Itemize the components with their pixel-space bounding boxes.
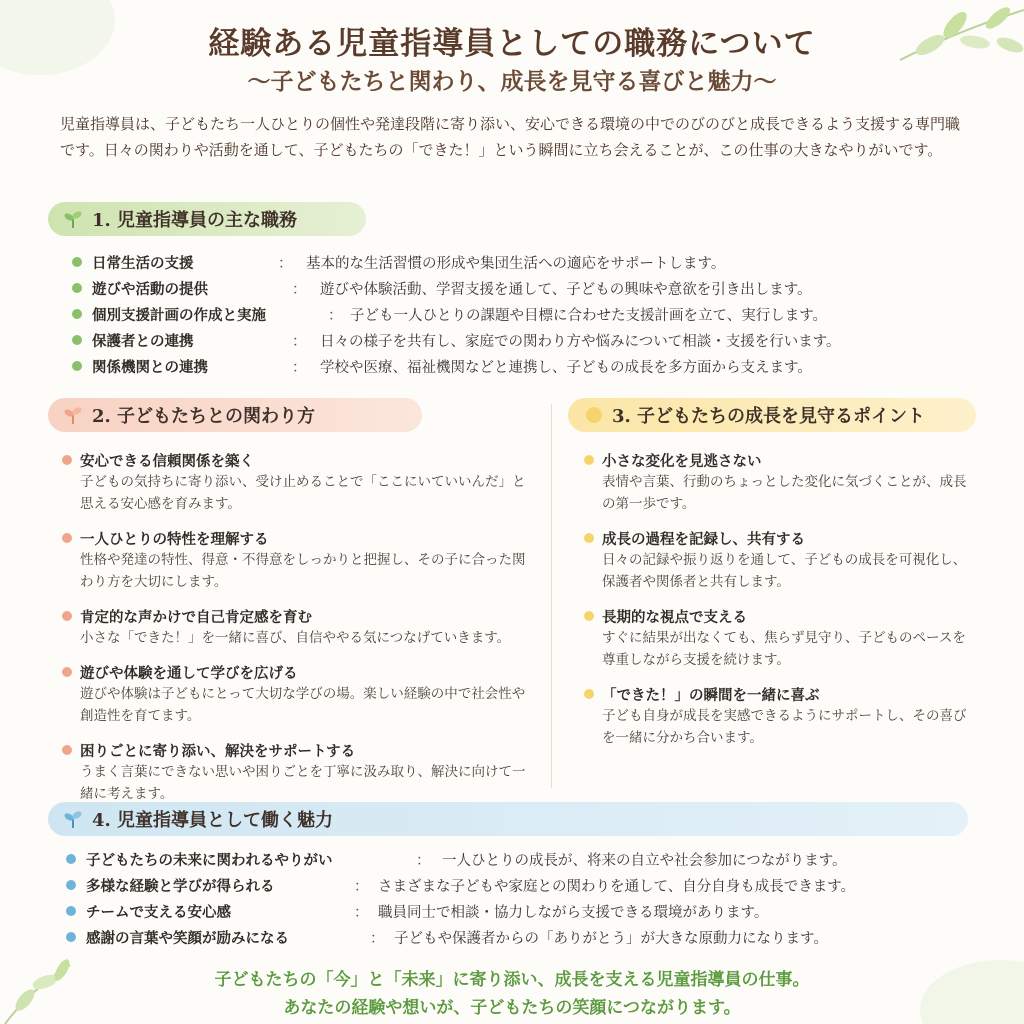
list-item: 遊びや活動の提供 ： 遊びや体験活動、学習支援を通して、子どもの興味や意欲を引き出します。 bbox=[72, 275, 972, 301]
bullet-icon bbox=[584, 611, 594, 621]
growth-points-list bbox=[584, 449, 974, 761]
page-subtitle: 〜子どもたちと関わり、成長を見守る喜びと魅力〜 bbox=[247, 68, 777, 95]
section-2-title: 2. 子どもたちとの関わり方 bbox=[92, 406, 316, 427]
list-item: 成長の過程を記録し、共有する 日々の記録や振り返りを通して、子どもの成長を可視化し、保護者や関係者と共有します。 bbox=[584, 527, 974, 593]
circle-icon bbox=[586, 407, 602, 423]
list-item: 一人ひとりの特性を理解する 性格や発達の特性、得意・不得意をしっかりと把握し、その子に合った関わり方を大切にします。 bbox=[62, 527, 532, 593]
section-4-title: 4. 児童指導員として働く魅力 bbox=[92, 810, 334, 831]
bullet-icon bbox=[72, 335, 82, 345]
section-1-title: 1. 児童指導員の主な職務 bbox=[92, 210, 298, 231]
bullet-icon bbox=[66, 906, 76, 916]
section-2-heading bbox=[48, 398, 422, 432]
list-item: 多様な経験と学びが得られる ： さまざまな子どもや家庭との関わりを通して、自分自身も成長できます。 bbox=[66, 872, 986, 898]
sprout-icon bbox=[62, 208, 84, 230]
sprout-icon bbox=[62, 404, 84, 426]
bullet-icon bbox=[72, 283, 82, 293]
bullet-icon bbox=[584, 455, 594, 465]
list-item: 個別支援計画の作成と実施 ： 子ども一人ひとりの課題や目標に合わせた支援計画を立て、実行します。 bbox=[72, 301, 972, 327]
bullet-icon bbox=[62, 455, 72, 465]
duties-list bbox=[72, 249, 972, 379]
list-item: 子どもたちの未来に関われるやりがい ： 一人ひとりの成長が、将来の自立や社会参加につながります。 bbox=[66, 846, 986, 872]
bullet-icon bbox=[62, 745, 72, 755]
list-item: 感謝の言葉や笑顔が励みになる ： 子どもや保護者からの「ありがとう」が大きな原動力になります。 bbox=[66, 924, 986, 950]
section-3-title: 3. 子どもたちの成長を見守るポイント bbox=[612, 406, 926, 427]
list-item: 安心できる信頼関係を築く 子どもの気持ちに寄り添い、受け止めることで「ここにいていいんだ」と思える安心感を育みます。 bbox=[62, 449, 532, 515]
section-1-heading bbox=[48, 202, 366, 236]
intro-paragraph: 児童指導員は、子どもたち一人ひとりの個性や発達段階に寄り添い、安心できる環境の中でのびのびと成長できるよう支援する専門職です。日々の関わりや活動を通して、子どもたちの「できた！」という瞬間に立ち会えることが、この仕事の大きなやりがいです。 bbox=[60, 115, 961, 159]
list-item: 遊びや体験を通して学びを広げる 遊びや体験は子どもにとって大切な学びの場。楽しい経験の中で社会性や創造性を育てます。 bbox=[62, 661, 532, 727]
bullet-icon bbox=[62, 667, 72, 677]
list-item: 小さな変化を見逃さない 表情や言葉、行動のちょっとした変化に気づくことが、成長の第一歩です。 bbox=[584, 449, 974, 515]
bullet-icon bbox=[584, 689, 594, 699]
list-item: 日常生活の支援 ： 基本的な生活習慣の形成や集団生活への適応をサポートします。 bbox=[72, 249, 972, 275]
page-title: 経験ある児童指導員としての職務について bbox=[208, 26, 816, 62]
list-item: 関係機関との連携 ： 学校や医療、福祉機関などと連携し、子どもの成長を多方面から支えます。 bbox=[72, 353, 972, 379]
bullet-icon bbox=[72, 361, 82, 371]
list-item: 「できた！」の瞬間を一緒に喜ぶ 子ども自身が成長を実感できるようにサポートし、その喜びを一緒に分かち合います。 bbox=[584, 683, 974, 749]
bullet-icon bbox=[62, 533, 72, 543]
footer-line-2: あなたの経験や想いが、子どもたちの笑顔につながります。 bbox=[283, 998, 741, 1018]
bullet-icon bbox=[72, 309, 82, 319]
bullet-icon bbox=[62, 611, 72, 621]
footer-line-1: 子どもたちの「今」と「未来」に寄り添い、成長を支える児童指導員の仕事。 bbox=[214, 970, 810, 990]
section-4-heading bbox=[48, 802, 968, 836]
bullet-icon bbox=[66, 854, 76, 864]
bullet-icon bbox=[66, 932, 76, 942]
list-item: 困りごとに寄り添い、解決をサポートする うまく言葉にできない思いや困りごとを丁寧に汲み取り、解決に向けて一緒に考えます。 bbox=[62, 739, 532, 805]
section-3-heading bbox=[568, 398, 976, 432]
bullet-icon bbox=[584, 533, 594, 543]
relationship-list bbox=[62, 449, 532, 817]
list-item: 肯定的な声かけで自己肯定感を育む 小さな「できた！」を一緒に喜び、自信ややる気につなげていきます。 bbox=[62, 605, 532, 649]
bullet-icon bbox=[72, 257, 82, 267]
list-item: 保護者との連携 ： 日々の様子を共有し、家庭での関わり方や悩みについて相談・支援を行います。 bbox=[72, 327, 972, 353]
bullet-icon bbox=[66, 880, 76, 890]
list-item: チームで支える安心感 ： 職員同士で相談・協力しながら支援できる環境があります。 bbox=[66, 898, 986, 924]
sprout-icon bbox=[62, 808, 84, 830]
column-divider bbox=[551, 404, 552, 788]
appeal-list bbox=[66, 846, 986, 950]
list-item: 長期的な視点で支える すぐに結果が出なくても、焦らず見守り、子どものペースを尊重しながら支援を続けます。 bbox=[584, 605, 974, 671]
